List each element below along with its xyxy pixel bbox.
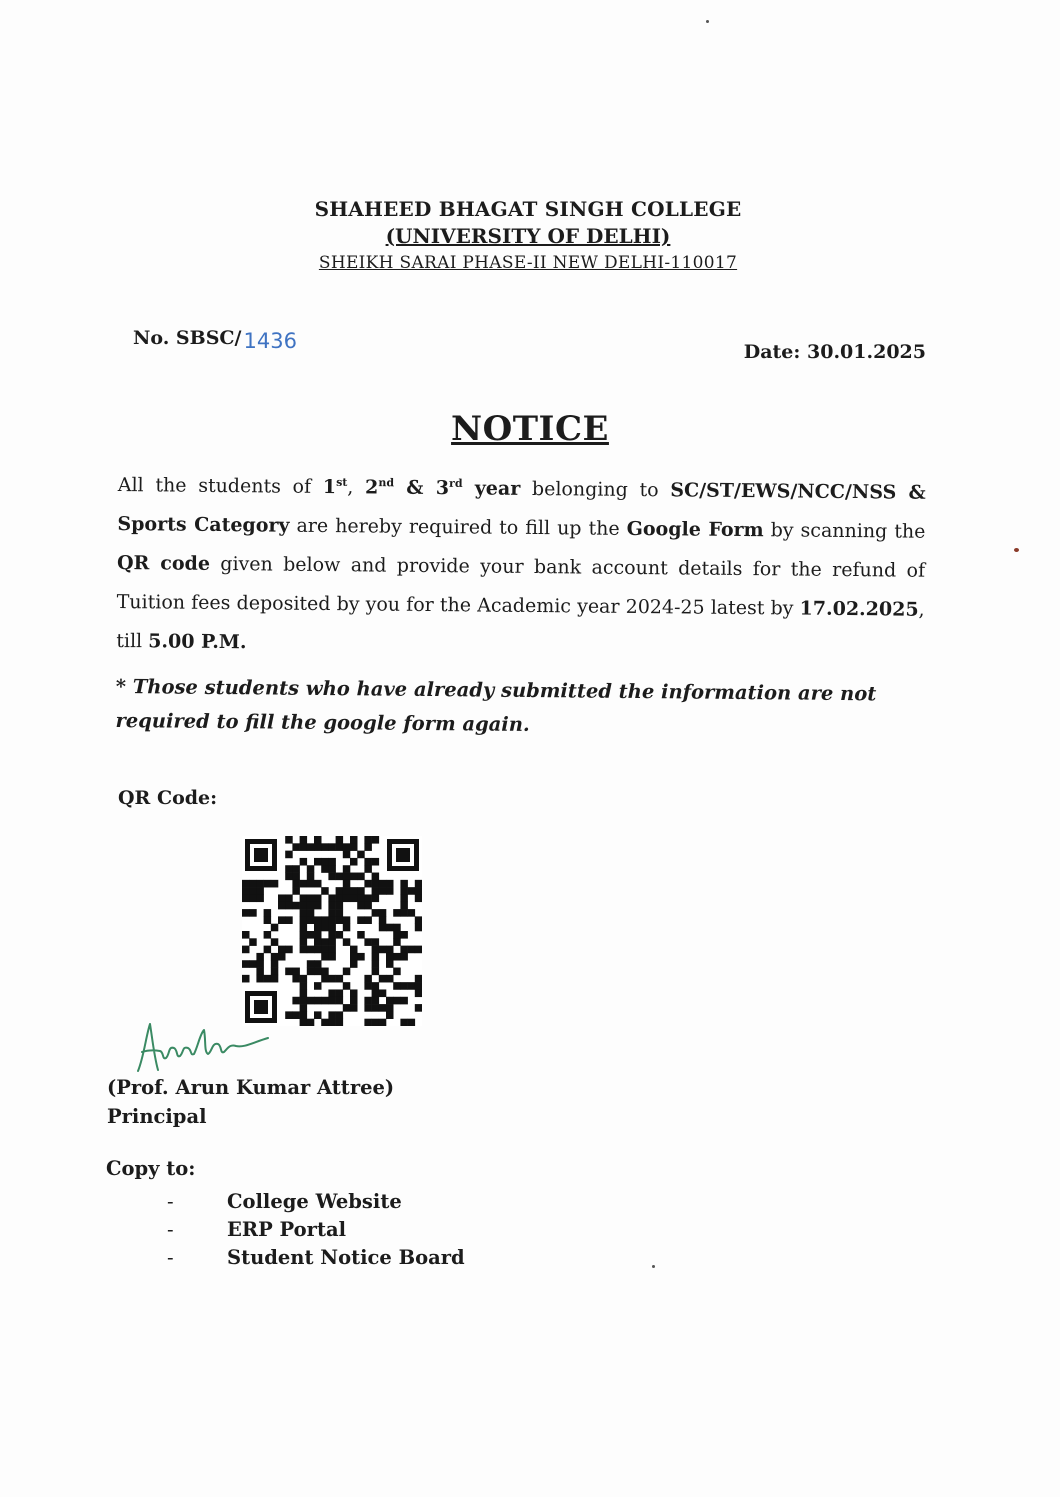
list-item: - Student Notice Board — [167, 1246, 465, 1269]
reference-prefix: No. SBSC/ — [133, 327, 242, 349]
letterhead — [300, 196, 756, 277]
scan-speck — [652, 1265, 655, 1268]
copy-to-list — [165, 1188, 465, 1272]
notice-date: Date: 30.01.2025 — [743, 341, 926, 363]
list-item: - College Website — [167, 1190, 402, 1213]
copy-to-label: Copy to: — [106, 1157, 196, 1180]
notice-title: NOTICE — [451, 409, 609, 449]
scan-speck — [1014, 548, 1019, 552]
qr-code-label: QR Code: — [118, 787, 218, 809]
qr-code-text: QR code — [116, 551, 211, 575]
handwritten-reference-number: 1436 — [243, 329, 297, 353]
eligible-categories: SC/ST/EWS/NCC/NSS & Sports Category — [117, 479, 926, 537]
google-form-text: Google Form — [626, 517, 764, 542]
scan-speck — [706, 20, 709, 23]
signatory-name: (Prof. Arun Kumar Attree) — [107, 1076, 395, 1099]
list-item: - ERP Portal — [167, 1218, 346, 1241]
already-submitted-note: * Those students who have already submitted the information are not required to fill the google form again. — [115, 674, 877, 736]
signatory-designation: Principal — [107, 1105, 207, 1128]
notice-body: All the students of 1st, 2nd & 3rd year belonging to SC/ST/EWS/NCC/NSS & Sports Category are hereby required to fill up the Google Form by scanning the QR code given below and provide your bank account details for the refund of Tuition fees deposited by you for the Academic year 2024-25 latest by 17.02.2025, till 5.00 P.M. — [116, 473, 926, 654]
qr-code-image[interactable] — [242, 836, 422, 1026]
principal-signature — [124, 1016, 284, 1078]
reference-number — [133, 325, 297, 353]
signatory-block — [107, 1073, 394, 1131]
university-name: (UNIVERSITY OF DELHI) — [385, 224, 671, 248]
deadline-time: 5.00 P.M. — [148, 630, 247, 654]
college-address: SHEIKH SARAI PHASE-II NEW DELHI-110017 — [318, 253, 738, 273]
college-name: SHAHEED BHAGAT SINGH COLLEGE — [314, 197, 742, 221]
deadline-date: 17.02.2025 — [799, 597, 919, 621]
